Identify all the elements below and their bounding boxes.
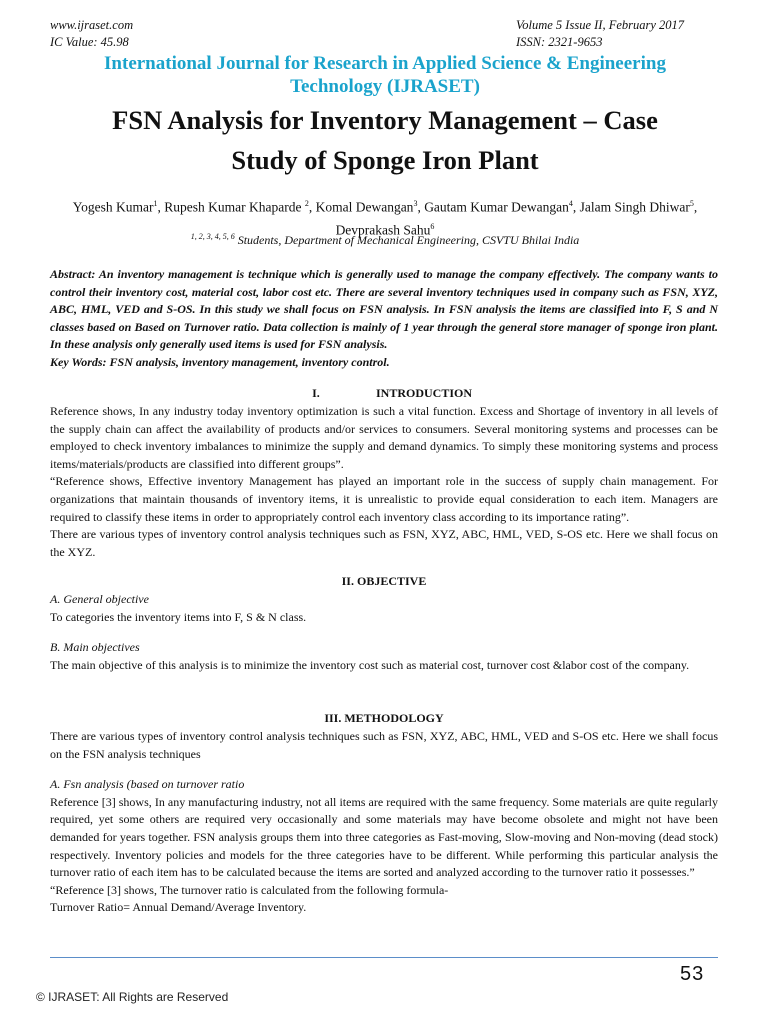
author-sup: 4 — [568, 199, 573, 208]
section-heading-methodology: III. METHODOLOGY — [324, 711, 444, 725]
section-title: INTRODUCTION — [375, 386, 472, 400]
journal-name-line2: Technology (IJRASET) — [290, 76, 480, 97]
affiliation-text: Students, Department of Mechanical Engineering, CSVTU Bhilai India — [237, 233, 580, 247]
author-name: Jalam Singh Dhiwar — [579, 199, 690, 215]
copyright: © IJRASET: All Rights are Reserved — [36, 990, 229, 1004]
footer-divider — [50, 957, 718, 958]
author-name: Gautam Kumar Dewangan — [424, 199, 569, 215]
introduction-paragraph-2: “Reference shows, Effective inventory Management has played an important role in the success of supply chain management. For organizations that maintain thousands of inventory items, it is unrealistic to provide equal consideration to each item. Managers are required to classify these items in order to appropriately control each inventory class according to its importance rating”. — [50, 474, 718, 524]
section-heading-objective: II. OBJECTIVE — [341, 574, 427, 588]
introduction-paragraph-1: Reference shows, In any industry today inventory optimization is such a vital function. Excess and Shortage of inventory in all levels of the supply chain can affect the availability of products and/or services to consumers. Several monitoring systems and processes can be employed to check inventory imbalances to minimize the supply and demand dynamics. To simply these monitoring systems and process items/materials/products are classified into different groups”. — [50, 404, 718, 471]
author-name: Komal Dewangan — [315, 199, 414, 215]
objective-a-title: A. General objective — [50, 592, 149, 606]
volume-issue: Volume 5 Issue II, February 2017 — [516, 18, 685, 32]
introduction-body — [50, 403, 718, 561]
author-list: Yogesh Kumar$^1$, Rupesh Kumar Khaparde $^2$, Komal Dewangan$^3$, Gautam Kumar Dewangan$^4$, Jalam Singh Dhiwar$^5$, Devprakash Sahu$^6$ — [72, 199, 698, 237]
issn: ISSN: 2321-9653 — [516, 35, 603, 49]
abstract-block — [50, 266, 718, 372]
affiliation — [50, 232, 720, 248]
methodology-paragraph-1: Reference [3] shows, In any manufacturing industry, not all items are required with the same frequency. Some materials are quite regularly required, yet some others are required very occasionally and some materials may have become obsolete and might not have been demanded for years together. FSN analysis groups them into three categories as Fast-moving, Slow-moving and Non-moving (dead stock) respectively. Inventory policies and models for the three categories have to be different. While performing this particular analysis the turnover ratio of each item has to be calculated because the items are sorted and analyzed according to the turnover ratio it possesses.” — [50, 794, 718, 880]
author-sup: 5 — [689, 199, 694, 208]
ic-value: IC Value: 45.98 — [50, 35, 129, 49]
author-sup: 1 — [153, 199, 158, 208]
journal-name — [40, 52, 730, 98]
author-name: Rupesh Kumar Khaparde — [164, 199, 302, 215]
abstract-text: Abstract: An inventory management is technique which is generally used to manage the company effectively. The company wants to control their inventory cost, material cost, labor cost etc. There are several inventory techniques used in company such as FSN, XYZ, ABC, HML, VED and S-OS. In this study we shall focus on FSN analysis. In FSN analysis the items are classified into F, S and N classes based on Based on Turnover ratio. Data collection is mainly of 1 year through the general store manager of sponge iron plant. In these analysis only generally used items is used for FSN analysis. — [50, 267, 718, 352]
journal-name-line1: International Journal for Research in Applied Science & Engineering — [104, 53, 666, 74]
page-number: 53 — [680, 963, 705, 985]
objective-a-text: To categories the inventory items into F, S & N class. — [50, 609, 307, 624]
author-sup: 6 — [430, 221, 435, 231]
objective-b-text: The main objective of this analysis is to minimize the inventory cost such as material cost, turnover cost &labor cost of the company. — [50, 657, 690, 672]
methodology-paragraph-3: Turnover Ratio= Annual Demand/Average Inventory. — [50, 900, 307, 915]
methodology-body — [50, 728, 718, 917]
methodology-intro: There are various types of inventory control analysis techniques such as FSN, XYZ, ABC, HML, VED and S-OS etc. Here we shall focus on the FSN analysis techniques — [50, 729, 718, 761]
introduction-paragraph-3: There are various types of inventory control analysis techniques such as FSN, XYZ, ABC, HML, VED, S-OS etc. Here we shall focus on the XYZ. — [50, 527, 718, 559]
author-name: Yogesh Kumar — [72, 199, 154, 215]
section-heading-introduction — [50, 386, 718, 401]
author-name: Devprakash Sahu — [335, 222, 431, 237]
objective-b-title: B. Main objectives — [50, 640, 140, 655]
keywords: Key Words: FSN analysis, inventory management, inventory control. — [50, 354, 390, 369]
paper-title-line1: FSN Analysis for Inventory Management – Case — [112, 105, 658, 135]
author-sup: 2 — [304, 199, 309, 208]
section-number: I. — [312, 386, 320, 400]
journal-website[interactable]: www.ijraset.com — [50, 18, 134, 32]
methodology-paragraph-2: “Reference [3] shows, The turnover ratio is calculated from the following formula- — [50, 882, 449, 897]
paper-title — [40, 100, 730, 180]
methodology-a-title: A. Fsn analysis (based on turnover ratio — [50, 777, 245, 792]
affiliation-sup: 1, 2, 3, 4, 5, 6 — [190, 232, 235, 241]
paper-title-line2: Study of Sponge Iron Plant — [231, 145, 539, 175]
author-sup: 3 — [413, 199, 418, 208]
objective-body — [50, 591, 718, 674]
